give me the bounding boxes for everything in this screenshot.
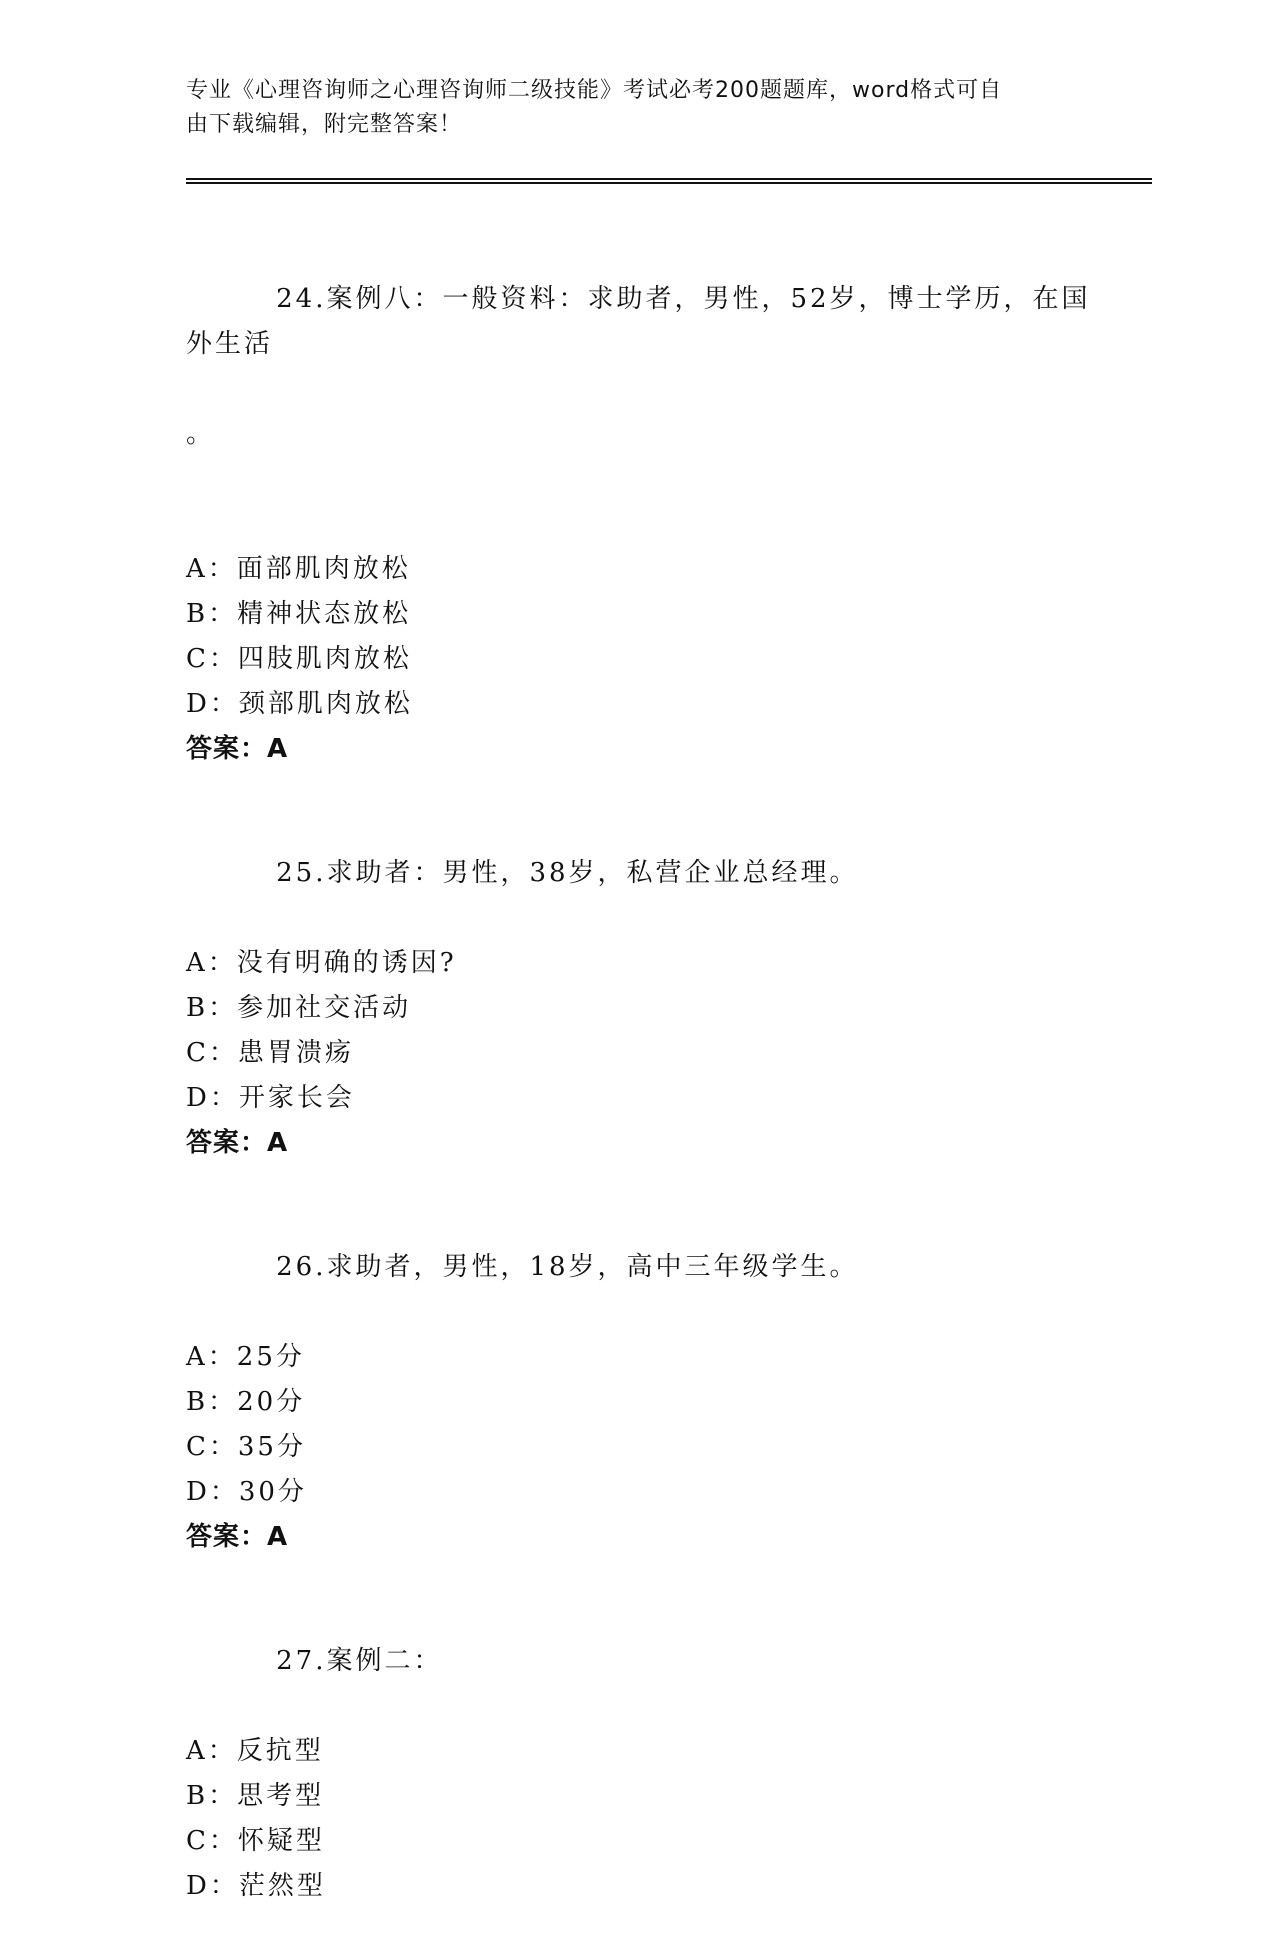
option-b: B：思考型 [186,1781,325,1811]
option-b: B：20分 [186,1387,306,1417]
question-stem [186,232,1116,547]
option-d: D：颈部肌肉放松 [186,689,413,719]
question-stem-continuation: 。 [186,419,216,449]
header-line-1: 专业《心理咨询师之心理咨询师二级技能》考试必考200题题库，word格式可自 [186,78,1003,103]
option-d: D：茫然型 [186,1871,326,1901]
answer: 答案：A [186,1128,289,1158]
option-c: C：35分 [186,1432,306,1462]
option-c: C：怀疑型 [186,1826,325,1856]
option-a: A：面部肌肉放松 [186,554,411,584]
question-stem-text: 26.求助者，男性，18岁，高中三年级学生。 [276,1252,859,1282]
document-header [186,74,1066,142]
option-d: D：开家长会 [186,1083,355,1113]
option-b: B：参加社交活动 [186,993,412,1023]
option-d: D：30分 [186,1477,307,1507]
question-stem [186,1594,1116,1729]
option-c: C：四肢肌肉放松 [186,644,412,674]
question-stem [186,806,1116,941]
option-c: C：患胃溃疡 [186,1038,354,1068]
question-25 [186,806,1116,1166]
question-stem [186,1200,1116,1335]
question-stem-text: 27.案例二： [276,1646,443,1676]
header-line-2: 由下载编辑，附完整答案！ [186,112,463,137]
question-list [186,232,1116,1943]
option-a: A：反抗型 [186,1736,324,1766]
question-24 [186,232,1116,772]
question-stem-text: 25.求助者：男性，38岁，私营企业总经理。 [276,858,859,888]
answer: 答案：A [186,1522,289,1552]
header-double-rule [186,178,1152,184]
question-27 [186,1594,1116,1909]
option-a: A：没有明确的诱因? [186,948,457,978]
answer: 答案：A [186,734,289,764]
question-26 [186,1200,1116,1560]
option-b: B：精神状态放松 [186,599,412,629]
option-a: A：25分 [186,1342,305,1372]
question-stem-text: 24.案例八：一般资料：求助者，男性，52岁，博士学历，在国外生活 [186,284,1091,359]
